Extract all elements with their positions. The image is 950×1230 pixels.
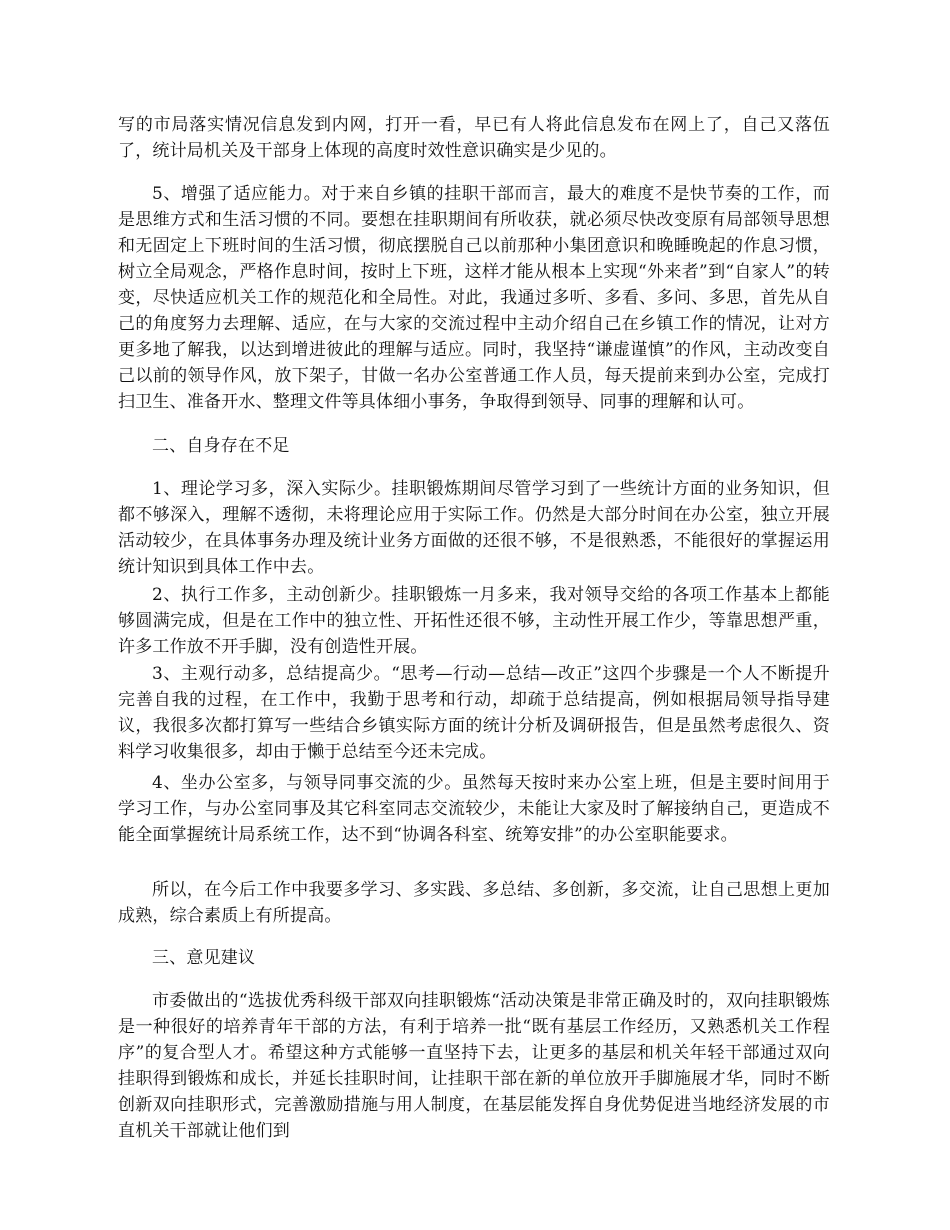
paragraph-continued: 写的市局落实情况信息发到内网，打开一看，早已有人将此信息发布在网上了，自己又落伍了，统计局机关及干部身上体现的高度时效性意识确实是少见的。: [118, 115, 830, 161]
paragraph-summary: 3、主观行动多，总结提高少。“思考—行动—总结—改正”这四个步骤是一个人不断提升完善自我的过程，在工作中，我勤于思考和行动，却疏于总结提高，例如根据局领导指导建议，我很多次都打算写一些结合乡镇实际方面的统计分析及调研报告，但是虽然考虑很久、资料学习收集很多，却由于懒于总结至今还未完成。: [118, 664, 830, 762]
paragraph-adaptability: 5、增强了适应能力。对于来自乡镇的挂职干部而言，最大的难度不是快节奏的工作，而是思维方式和生活习惯的不同。要想在挂职期间有所收获，就必须尽快改变原有局部领导思想和无固定上下班时间的生活习惯，彻底摆脱自己以前那种小集团意识和晚睡晚起的作息习惯，树立全局观念，严格作息时间，按时上下班，这样才能从根本上实现“外来者”到“自家人”的转变，尽快适应机关工作的规范化和全局性。对此，我通过多听、多看、多问、多思，首先从自己的角度努力去理解、适应，在与大家的交流过程中主动介绍自己在乡镇工作的情况，让对方更多地了解我，以达到增进彼此的理解与适应。同时，我坚持“谦虚谨慎”的作风，主动改变自己以前的领导作风，放下架子，甘做一名办公室普通工作人员，每天提前来到办公室，完成打扫卫生、准备开水、整理文件等具体细小事务，争取得到领导、同事的理解和认可。: [118, 184, 830, 412]
section-heading-shortcomings: 二、自身存在不足: [152, 436, 290, 456]
paragraph-conclusion: 所以，在今后工作中我要多学习、多实践、多总结、多创新，多交流，让自己思想上更加成熟，综合素质上有所提高。: [118, 880, 830, 926]
paragraph-suggestions: 市委做出的“选拔优秀科级干部双向挂职锻炼“活动决策是非常正确及时的，双向挂职锻炼是一种很好的培养青年干部的方法，有利于培养一批“既有基层工作经历，又熟悉机关工作程序”的复合型人才。希望这种方式能够一直坚持下去，让更多的基层和机关年轻干部通过双向挂职得到锻炼和成长，并延长挂职时间，让挂职干部在新的单位放开手脚施展才华，同时不断创新双向挂职形式，完善激励措施与用人制度，在基层能发挥自身优势促进当地经济发展的市直机关干部就让他们到: [118, 991, 830, 1141]
paragraph-execution: 2、执行工作多，主动创新少。挂职锻炼一月多来，我对领导交给的各项工作基本上都能够圆满完成，但是在工作中的独立性、开拓性还很不够，主动性开展工作少，等靠思想严重，许多工作放不开手脚，没有创造性开展。: [118, 585, 830, 657]
section-heading-suggestions: 三、意见建议: [152, 948, 256, 968]
paragraph-theory-study: 1、理论学习多，深入实际少。挂职锻炼期间尽管学习到了一些统计方面的业务知识，但都不够深入，理解不透彻，未将理论应用于实际工作。仍然是大部分时间在办公室，独立开展活动较少，在具体事务办理及统计业务方面做的还很不够，不是很熟悉，不能很好的掌握运用统计知识到具体工作中去。: [118, 479, 830, 577]
paragraph-communication: 4、坐办公室多，与领导同事交流的少。虽然每天按时来办公室上班，但是主要时间用于学习工作，与办公室同事及其它科室同志交流较少，未能让大家及时了解接纳自己，更造成不能全面掌握统计局系统工作，达不到“协调各科室、统筹安排”的办公室职能要求。: [118, 773, 830, 845]
